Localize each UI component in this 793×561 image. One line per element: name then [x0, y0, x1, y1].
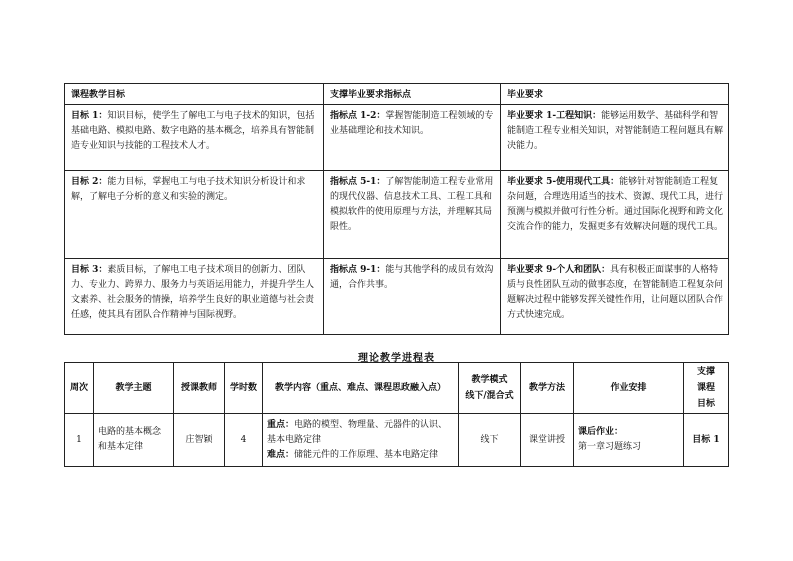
schedule-row [65, 414, 729, 467]
goal-cell [684, 414, 729, 467]
schedule-header-row [65, 363, 729, 414]
objectives-table [64, 83, 729, 335]
header-topic: 教学主题 [94, 363, 174, 414]
requirement-text: 具有积极正面谋事的人格特质与良性团队互动的做事态度，在智能制造工程复杂问题解决过程中能够发挥关键性作用，让问题以团队合作方式快速完成。 [507, 265, 724, 320]
requirement-label: 毕业要求 5-使用现代工具： [507, 177, 620, 187]
schedule-table [64, 362, 729, 467]
header-goal [684, 363, 729, 414]
week-cell: 1 [65, 414, 94, 467]
difficulty-point [267, 448, 454, 463]
header-graduation-requirements: 毕业要求 [501, 84, 729, 105]
content-cell [263, 414, 459, 467]
requirement-text: 能够针对智能制造工程复杂问题，合理选用适当的技术、资源、现代工具，进行预测与模拟并做可行性分析。通过国际化视野和跨文化交流合作的能力，发掘更多有效解决问题的现代工具。 [507, 177, 724, 232]
header-assignment: 作业安排 [574, 363, 684, 414]
objective-row [65, 171, 729, 259]
header-course-objectives: 课程教学目标 [65, 84, 324, 105]
indicator-label: 指标点 5-1： [330, 177, 386, 187]
header-indicators: 支撑毕业要求指标点 [324, 84, 501, 105]
indicator-text: 掌握智能制造工程领域的专业基础理论和技术知识。 [330, 111, 494, 136]
indicator-cell [324, 171, 501, 259]
teacher-cell: 庄智颖 [174, 414, 225, 467]
difficulty-label: 难点： [267, 449, 295, 460]
requirement-cell [501, 105, 729, 171]
key-text: 电路的模型、物理量、元器件的认识、基本电路定律 [267, 419, 448, 445]
assignment-label-text: 课后作业： [578, 427, 624, 437]
indicator-label: 指标点 1-2： [330, 111, 386, 121]
header-mode-line1: 教学模式 [471, 375, 508, 385]
objective-text: 能力目标，掌握电工与电子技术知识分析设计和求解，了解电子分析的意义和实验的测定。 [71, 177, 306, 202]
header-goal-line2: 课程 [696, 383, 715, 393]
difficulty-text: 储能元件的工作原理、基本电路定律 [294, 449, 439, 460]
header-mode-line2: 线下/混合式 [465, 391, 514, 401]
requirement-label: 毕业要求 1-工程知识： [507, 111, 602, 121]
objective-text: 知识目标，使学生了解电工与电子技术的知识，包括基础电路、模拟电路、数字电路的基本概念，培养具有智能制造专业知识与技能的工程技术人才。 [71, 111, 315, 151]
assignment-label [578, 425, 679, 440]
objective-row [65, 259, 729, 335]
objective-cell [65, 259, 324, 335]
indicator-text: 能与其他学科的成员有效沟通，合作共事。 [330, 265, 494, 290]
objective-row [65, 105, 729, 171]
objective-label: 目标 3： [71, 265, 108, 275]
indicator-cell [324, 105, 501, 171]
header-method: 教学方法 [521, 363, 574, 414]
goal-text: 目标 1 [692, 434, 720, 445]
assignment-cell [574, 414, 684, 467]
header-mode [459, 363, 521, 414]
header-goal-line3: 目标 [696, 399, 715, 409]
key-label: 重点： [267, 419, 295, 430]
requirement-cell [501, 171, 729, 259]
topic-cell: 电路的基本概念和基本定律 [94, 414, 174, 467]
requirement-label: 毕业要求 9-个人和团队： [507, 265, 611, 275]
objective-cell [65, 105, 324, 171]
header-content: 教学内容（重点、难点、课程思政融入点） [263, 363, 459, 414]
header-teacher: 授课教师 [174, 363, 225, 414]
requirement-cell [501, 259, 729, 335]
header-goal-line1: 支撑 [696, 367, 715, 377]
assignment-text: 第一章习题练习 [578, 442, 642, 452]
key-point [267, 418, 454, 448]
schedule-caption: 理论教学进程表 [358, 353, 435, 364]
objective-label: 目标 2： [71, 177, 108, 187]
hours-cell: 4 [225, 414, 263, 467]
indicator-text: 了解智能制造工程专业常用的现代仪器、信息技术工具、工程工具和模拟软件的使用原理与方法，并理解其局限性。 [330, 177, 494, 232]
indicator-label: 指标点 9-1： [330, 265, 386, 275]
method-cell: 课堂讲授 [521, 414, 574, 467]
header-hours: 学时数 [225, 363, 263, 414]
objectives-header-row [65, 84, 729, 105]
objective-text: 素质目标，了解电工电子技术项目的创新力、团队力、专业力、跨界力、服务力与英语运用能力，并提升学生人文素养、社会服务的情操，培养学生良好的职业道德与社会责任感，使其具有团队合作精神与国际视野。 [71, 265, 315, 320]
mode-cell: 线下 [459, 414, 521, 467]
header-week: 周次 [65, 363, 94, 414]
indicator-cell [324, 259, 501, 335]
objective-label: 目标 1： [71, 111, 108, 121]
objective-cell [65, 171, 324, 259]
requirement-text: 能够运用数学、基础科学和智能制造工程专业相关知识，对智能制造工程问题具有解决能力。 [507, 111, 724, 151]
